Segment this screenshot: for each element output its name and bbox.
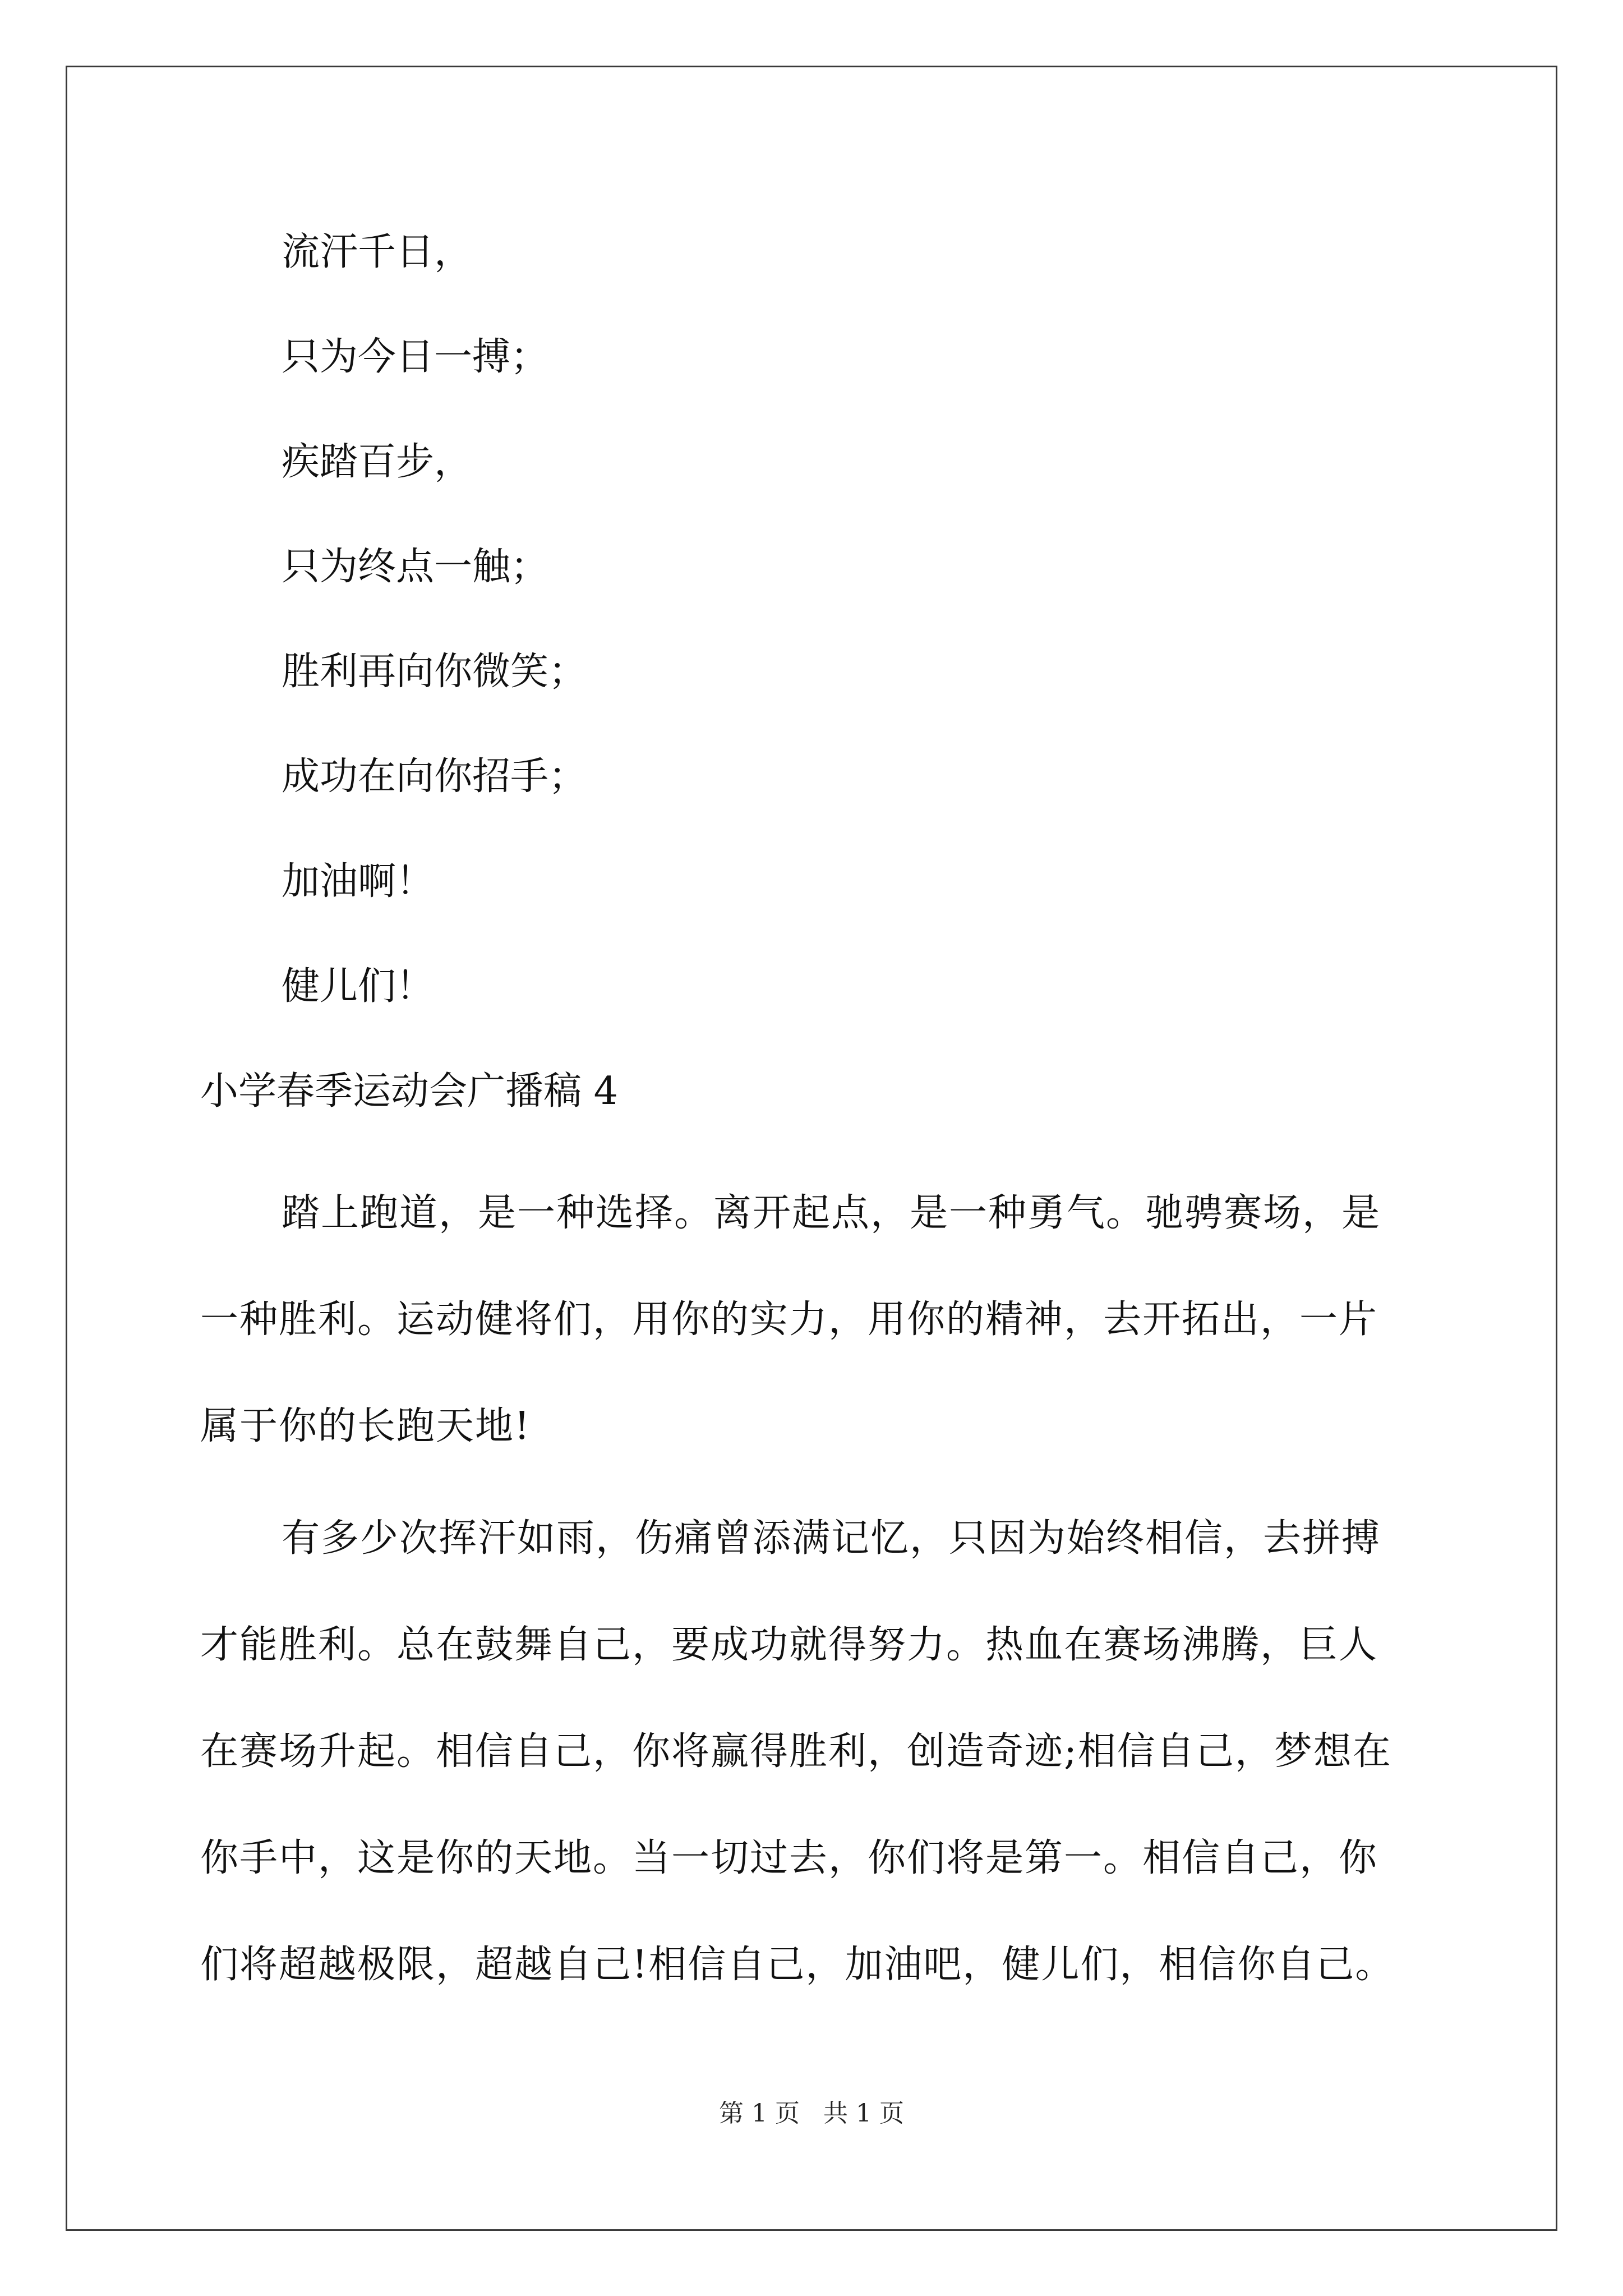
- paragraph-line: 们将超越极限，超越自己!相信自己，加油吧，健儿们，相信你自己。: [200, 1943, 1395, 1987]
- verse-line: 只为终点一触；: [282, 545, 549, 589]
- page-footer: 第 1 页 共 1 页: [719, 2099, 904, 2128]
- paragraph-line: 在赛场升起。相信自己，你将赢得胜利，创造奇迹;相信自己，梦想在: [200, 1729, 1392, 1774]
- paragraph-line: 踏上跑道，是一种选择。离开起点，是一种勇气。驰骋赛场，是: [282, 1191, 1381, 1235]
- section-heading: 小学春季运动会广播稿 4: [200, 1069, 618, 1114]
- verse-line: 只为今日一搏；: [282, 335, 549, 379]
- paragraph-line: 属于你的长跑天地!: [200, 1404, 531, 1448]
- paragraph-1: [200, 1191, 1428, 1511]
- paragraph-line: 才能胜利。总在鼓舞自己，要成功就得努力。热血在赛场沸腾，巨人: [200, 1623, 1378, 1667]
- verse-line: 疾踏百步，: [282, 440, 473, 484]
- verse-line: 胜利再向你微笑；: [282, 650, 587, 694]
- paragraph-line: 你手中，这是你的天地。当一切过去，你们将是第一。相信自己，你: [200, 1836, 1378, 1880]
- paragraph-line: 有多少次挥汗如雨，伤痛曾添满记忆，只因为始终相信，去拼搏: [282, 1516, 1381, 1561]
- verse-line: 加油啊！: [282, 859, 435, 904]
- verse-line: 健儿们！: [282, 964, 435, 1009]
- verse-line: 成功在向你招手；: [282, 754, 587, 799]
- paragraph-line: 一种胜利。运动健将们，用你的实力，用你的精神，去开拓出，一片: [200, 1297, 1378, 1342]
- verse-line: 流汗千日，: [282, 230, 473, 274]
- paragraph-2: [200, 1516, 1428, 2049]
